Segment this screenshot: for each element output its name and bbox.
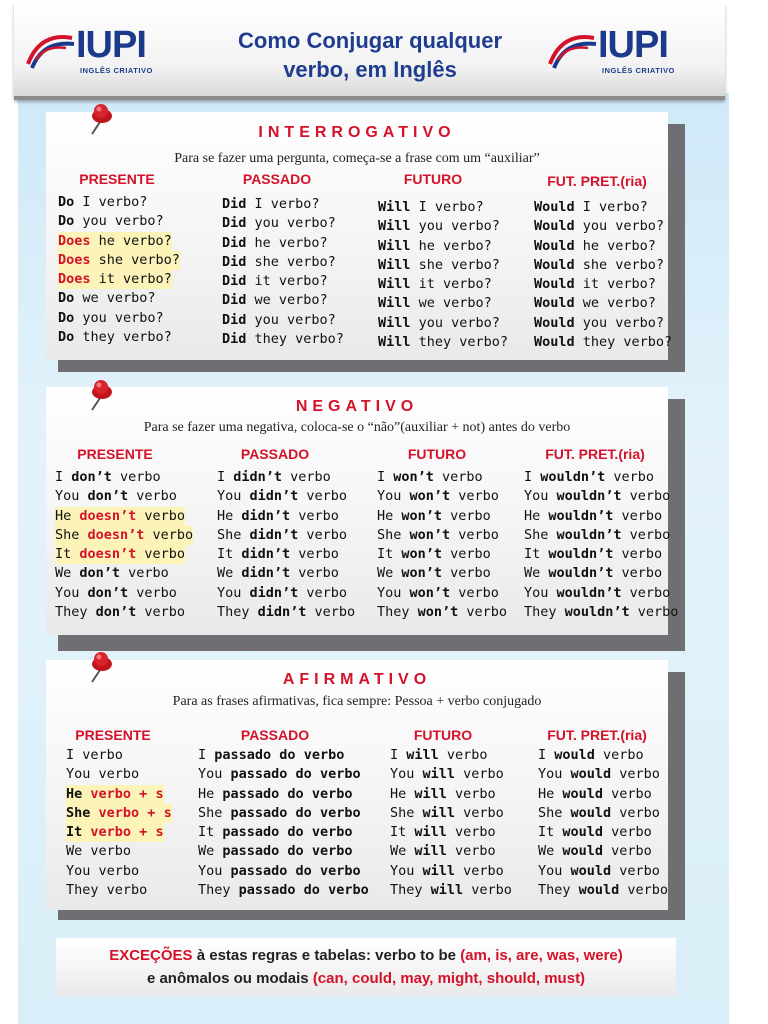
passado-list (217, 468, 355, 622)
page-title (190, 26, 550, 84)
conjugation-row: Does she verbo? (58, 251, 180, 270)
conjugation-row: Did I verbo? (222, 196, 320, 212)
column-header-futuro: FUTURO (413, 727, 473, 743)
interrogativo-panel (46, 112, 673, 360)
conjugation-row: We won’t verbo (377, 565, 491, 582)
excecoes-line-2 (56, 967, 676, 990)
conjugation-row: It would verbo (538, 824, 652, 841)
conjugation-row: You don’t verbo (55, 584, 177, 601)
conjugation-row: Did they verbo? (222, 331, 344, 348)
conjugation-row: You would verbo (538, 862, 660, 879)
conjugation-row: You won’t verbo (377, 488, 499, 505)
conjugation-row: He would verbo (538, 785, 652, 802)
conjugation-row: I would verbo (538, 747, 644, 763)
conjugation-row: We don’t verbo (55, 565, 169, 582)
conjugation-row: They will verbo (390, 882, 512, 899)
section-title: NEGATIVO (295, 398, 419, 415)
column-header-passado: PASSADO (240, 446, 310, 462)
conjugation-row: You will verbo (390, 862, 504, 879)
conjugation-row: It verbo + s (66, 823, 164, 842)
conjugation-row: She will verbo (390, 804, 504, 821)
conjugation-row: I verbo (66, 747, 123, 763)
conjugation-row: You would verbo (538, 766, 660, 783)
conjugation-row: Will you verbo? (378, 218, 500, 235)
iupi-logo-left (26, 24, 176, 84)
conjugation-row: Will she verbo? (378, 256, 500, 273)
column-header-presente: PRESENTE (77, 446, 153, 462)
pushpin-icon (84, 378, 116, 412)
conjugation-row: It will verbo (390, 824, 496, 841)
conjugation-row: You wouldn’t verbo (524, 584, 671, 601)
conjugation-row: You passado do verbo (198, 766, 361, 783)
conjugation-row: We wouldn’t verbo (524, 565, 663, 582)
presente-list (55, 468, 193, 622)
conjugation-row: Would we verbo? (534, 295, 656, 312)
conjugation-row: We didn’t verbo (217, 565, 339, 582)
conjugation-row: Would they verbo? (534, 334, 673, 351)
conjugation-row: I didn’t verbo (217, 469, 331, 485)
futuro-list (378, 198, 508, 352)
conjugation-row: You verbo (66, 766, 140, 783)
column-header-futuro: FUTURO (407, 446, 467, 462)
conjugation-row: Would she verbo? (534, 256, 665, 273)
conjugation-row: It wouldn’t verbo (524, 546, 663, 563)
excecoes-label: EXCEÇÕES (109, 947, 193, 964)
column-header-fut-pret: FUT. PRET.(ria) (547, 173, 647, 189)
negativo-panel (46, 387, 679, 635)
conjugation-row: Does it verbo? (58, 270, 172, 289)
swoosh-icon (548, 30, 600, 70)
passado-list (222, 195, 344, 349)
conjugation-row: You passado do verbo (198, 862, 361, 879)
conjugation-row: Do you verbo? (58, 213, 164, 230)
conjugation-row: You will verbo (390, 766, 504, 783)
section-title: AFIRMATIVO (282, 671, 432, 688)
conjugation-row: Does he verbo? (58, 232, 172, 251)
conjugation-row: Will they verbo? (378, 334, 509, 351)
excecoes-list-2: (can, could, may, might, should, must) (312, 970, 586, 987)
conjugation-row: They won’t verbo (377, 604, 508, 621)
conjugation-row: I don’t verbo (55, 469, 161, 485)
conjugation-row: Do you verbo? (58, 309, 164, 326)
presente-list (58, 193, 180, 347)
conjugation-row: It won’t verbo (377, 546, 491, 563)
conjugation-row: I will verbo (390, 747, 488, 763)
conjugation-row: You don’t verbo (55, 488, 177, 505)
column-header-passado: PASSADO (240, 727, 310, 743)
conjugation-row: He verbo + s (66, 785, 164, 804)
column-header-passado: PASSADO (242, 171, 312, 187)
conjugation-row: It doesn’t verbo (55, 545, 185, 564)
conjugation-row: They would verbo (538, 882, 669, 899)
fut-pret-list (534, 198, 672, 352)
conjugation-row: They wouldn’t verbo (524, 604, 679, 621)
conjugation-row: He didn’t verbo (217, 507, 339, 524)
section-title: INTERROGATIVO (258, 124, 456, 141)
conjugation-row: I won’t verbo (377, 469, 483, 485)
conjugation-row: She verbo + s (66, 804, 172, 823)
column-header-fut-pret: FUT. PRET.(ria) (545, 446, 645, 462)
conjugation-row: He doesn’t verbo (55, 507, 185, 526)
conjugation-row: They verbo (66, 882, 148, 899)
conjugation-row: Do they verbo? (58, 329, 172, 346)
conjugation-row: Would you verbo? (534, 218, 665, 235)
conjugation-row: You won’t verbo (377, 584, 499, 601)
excecoes-line-1 (56, 944, 676, 967)
passado-list (198, 746, 369, 900)
conjugation-row: I passado do verbo (198, 747, 345, 763)
excecoes-text-2: e anômalos ou modais (146, 970, 313, 987)
section-subtitle: Para se fazer uma pergunta, começa-se a frase com um “auxiliar” (174, 151, 540, 166)
conjugation-row: Will I verbo? (378, 199, 484, 215)
conjugation-row: Would I verbo? (534, 199, 648, 215)
presente-list (66, 746, 172, 900)
fut-pret-list (538, 746, 668, 900)
conjugation-row: Did she verbo? (222, 253, 336, 270)
conjugation-row: Do I verbo? (58, 194, 148, 210)
pushpin-icon (84, 102, 116, 136)
conjugation-row: He wouldn’t verbo (524, 507, 663, 524)
conjugation-row: You didn’t verbo (217, 584, 348, 601)
column-header-futuro: FUTURO (403, 171, 463, 187)
conjugation-row: She doesn’t verbo (55, 526, 193, 545)
conjugation-row: Did you verbo? (222, 311, 336, 328)
conjugation-row: Would it verbo? (534, 276, 656, 293)
conjugation-row: It didn’t verbo (217, 546, 339, 563)
swoosh-icon (26, 30, 78, 70)
conjugation-row: You didn’t verbo (217, 488, 348, 505)
conjugation-row: He will verbo (390, 785, 496, 802)
conjugation-row: He passado do verbo (198, 785, 353, 802)
conjugation-row: I wouldn’t verbo (524, 469, 655, 485)
futuro-list (377, 468, 507, 622)
conjugation-row: Will you verbo? (378, 314, 500, 331)
conjugation-row: He won’t verbo (377, 507, 491, 524)
conjugation-row: She wouldn’t verbo (524, 526, 671, 543)
iupi-logo-right (548, 24, 698, 84)
title-line-1: Como Conjugar qualquer (238, 28, 502, 53)
excecoes-note (56, 944, 676, 990)
conjugation-row: We passado do verbo (198, 843, 353, 860)
conjugation-row: It passado do verbo (198, 824, 353, 841)
conjugation-row: We will verbo (390, 843, 496, 860)
conjugation-row: They passado do verbo (198, 882, 369, 899)
excecoes-text-1: à estas regras e tabelas: verbo to be (192, 947, 461, 964)
conjugation-row: Will he verbo? (378, 237, 492, 254)
conjugation-row: You verbo (66, 862, 140, 879)
conjugation-row: You wouldn’t verbo (524, 488, 671, 505)
logo-brand: IUPI (76, 24, 146, 66)
afirmativo-panel (46, 660, 668, 910)
conjugation-row: Did he verbo? (222, 234, 328, 251)
conjugation-row: She didn’t verbo (217, 526, 348, 543)
conjugation-row: She won’t verbo (377, 526, 499, 543)
futuro-list (390, 746, 512, 900)
section-subtitle: Para se fazer uma negativa, coloca-se o “não”(auxiliar + not) antes do verbo (143, 420, 571, 435)
conjugation-row: Did it verbo? (222, 273, 328, 290)
conjugation-row: We would verbo (538, 843, 652, 860)
logo-brand: IUPI (598, 24, 668, 66)
conjugation-row: She passado do verbo (198, 804, 361, 821)
conjugation-row: Will it verbo? (378, 276, 492, 293)
conjugation-row: Did we verbo? (222, 292, 328, 309)
section-subtitle: Para as frases afirmativas, fica sempre: Pessoa + verbo conjugado (172, 694, 542, 709)
logo-tagline: INGLÊS CRIATIVO (80, 66, 153, 75)
conjugation-row: They don’t verbo (55, 604, 186, 621)
conjugation-row: Would you verbo? (534, 314, 665, 331)
logo-tagline: INGLÊS CRIATIVO (602, 66, 675, 75)
fut-pret-list (524, 468, 678, 622)
column-header-presente: PRESENTE (79, 171, 155, 187)
conjugation-row: Did you verbo? (222, 215, 336, 232)
conjugation-row: She would verbo (538, 804, 660, 821)
conjugation-row: Do we verbo? (58, 290, 156, 307)
column-header-fut-pret: FUT. PRET.(ria) (547, 727, 647, 743)
title-line-2: verbo, em Inglês (283, 57, 457, 82)
pushpin-icon (84, 650, 116, 684)
column-header-presente: PRESENTE (75, 727, 151, 743)
conjugation-row: We verbo (66, 843, 132, 860)
conjugation-row: They didn’t verbo (217, 604, 356, 621)
excecoes-list-1: (am, is, are, was, were) (460, 947, 623, 964)
conjugation-row: Will we verbo? (378, 295, 492, 312)
conjugation-row: Would he verbo? (534, 237, 656, 254)
